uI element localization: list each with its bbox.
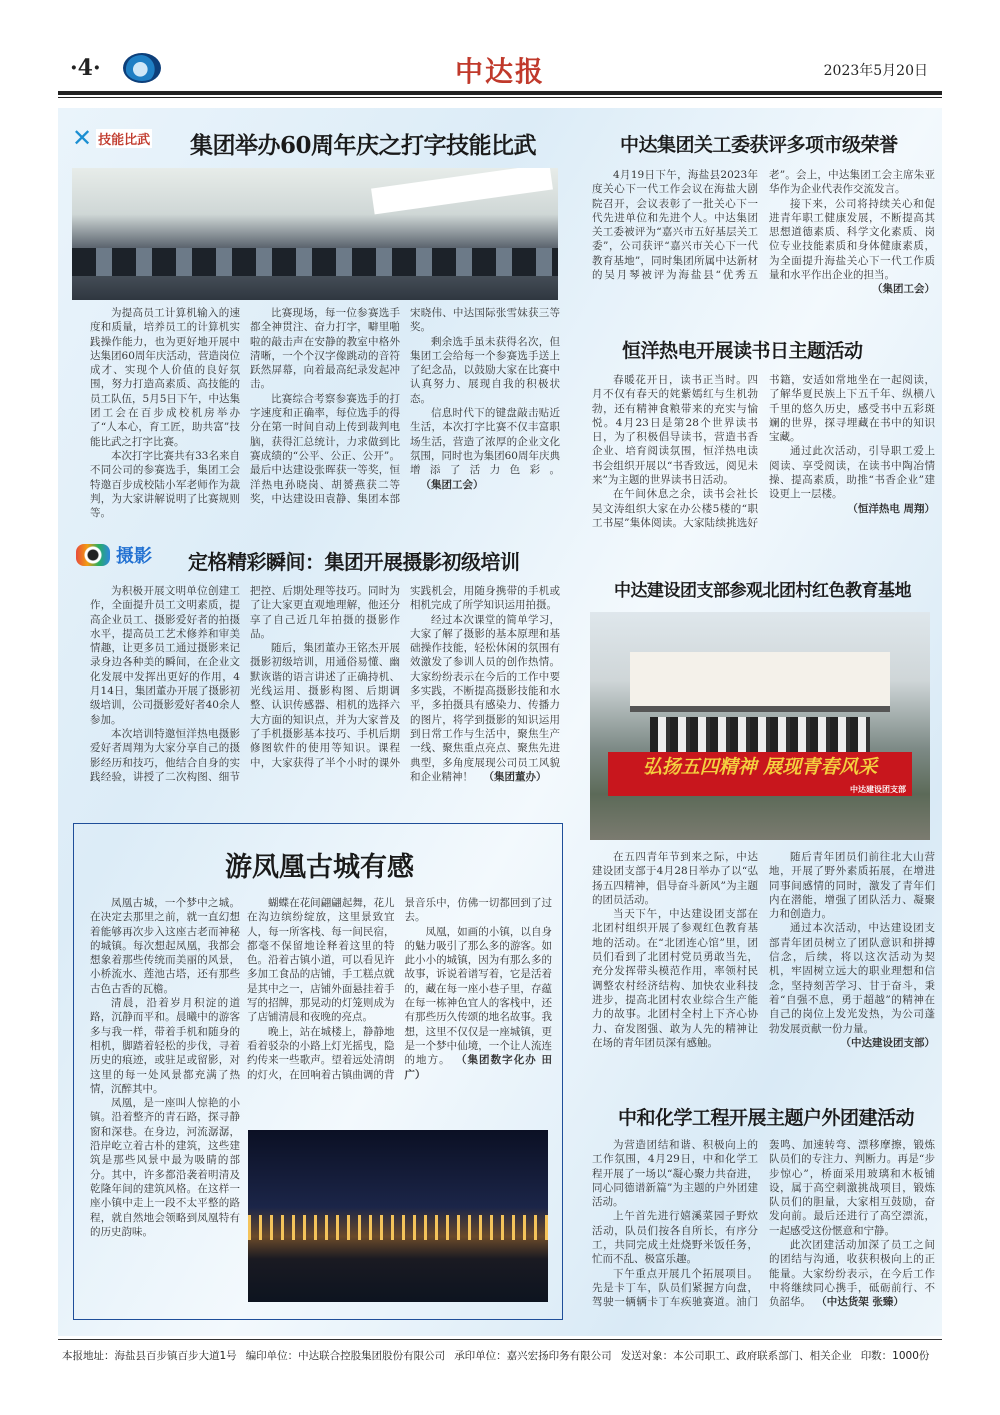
article-title: 中和化学工程开展主题户外团建活动 xyxy=(618,1107,915,1129)
footer-rule xyxy=(58,1339,942,1340)
paragraph: 在五四青年节到来之际，中达建设团支部于4月28日举办了以“弘扬五四精神，倡导奋斗新风”为主题的团员活动。 xyxy=(592,851,758,906)
paragraph: 上午首先进行嬉溪菜园子野炊活动，队员们按各自所长，有序分工，共同完成土灶烧野米饭任务，忙而不乱、极富乐趣。 xyxy=(592,1210,758,1266)
article-body-col2 xyxy=(247,896,552,1082)
article-body xyxy=(592,1138,935,1310)
article-title: 中达建设团支部参观北团村红色教育基地 xyxy=(614,581,911,601)
masthead: 中达报 xyxy=(454,55,545,88)
paragraph xyxy=(410,406,560,492)
paragraph: 通过此次活动，引导职工爱上阅读、享受阅读，在读书中陶冶情操、提高素质，助推“书香企业”建设更上一层楼。 xyxy=(769,445,935,501)
column-tag-skills xyxy=(72,124,152,152)
paragraph: 接下来，公司将持续关心和促进青年职工健康发展，不断提高其思想道德素质、科学文化素质、岗位专业技能素质和身体健康素质，为全面提升海盐关心下一代工作质量和水平作出企业的担当。 xyxy=(769,197,935,282)
footer-editor: 编印单位：中达联合控股集团股份有限公司 xyxy=(245,1350,446,1362)
camera-icon xyxy=(76,544,110,566)
byline: （集团工会） xyxy=(420,478,484,491)
photo-banner-decor xyxy=(371,168,553,214)
paragraph: 为积极开展文明单位创建工作，全面提升员工文明素质，提高企业员工、摄影爱好者的拍摄水平，提高员工艺术修养和审美情趣，让更多员工通过摄影来记录身边各种美的瞬间，在企业文化发展中发挥出更好的作用，4月14日，集团董办开展了摄影初级培训，公司摄影爱好者40余人参加。 xyxy=(90,585,240,726)
footer xyxy=(62,1348,938,1363)
article-body xyxy=(90,306,560,520)
paragraph-text: 信息时代下的键盘敲击贴近生活，本次打字比赛不仅丰富职场生活，营造了浓厚的企业文化氛围，同时也为集团60周年庆典增添了活力色彩。 xyxy=(410,407,560,477)
paragraph: 为提高员工计算机输入的速度和质量，培养员工的计算机实践操作能力，也为更好地开展中达集团60周年庆活动，营造岗位成才、实现个人价值的良好氛围，努力打造高素质、高技能的员工队伍，5月5日下午，中达集团工会在百步成校机房举办了“人本心，育工匠，助共富”技能比武之打字比赛。 xyxy=(90,307,240,448)
article-title: 游凤凰古城有感 xyxy=(225,852,414,883)
paragraph: 比赛现场，每一位参赛选手都全神贯注、奋力打字，噼里啪啦的敲击声在安静的教室中格外清晰，一个个汉字像跳动的音符跃然屏幕，向着最高纪录发起冲击。 xyxy=(250,307,400,391)
group-photo xyxy=(590,612,930,840)
paragraph: 本次打字比赛共有33名来自不同公司的参赛选手，集团工会特邀百步成校陆小军老师作为裁判，为大家讲解说明了比赛规则等。 xyxy=(90,449,240,520)
paragraph: 蝴蝶在花间翩翩起舞，花儿在沟边缤纷绽放，这里景致宜人，每一所客栈、每一间民宿，都毫不保留地诠释着这里的特色。沿着古镇小道，可以看见许多加工食品的店铺，手工糕点就是其中之一，店铺外面悬挂着手写的招牌，那晃动的灯笼则成为了店铺清晨和夜晚的亮点。 xyxy=(247,897,395,1024)
banner-text: 弘扬五四精神 展现青春风采 xyxy=(642,756,878,778)
paragraph xyxy=(405,925,553,1082)
typing-contest-photo xyxy=(72,168,558,300)
paragraph: 本次培训特邀恒洋热电摄影爱好者周翔为大家分享自己的摄影经历和技巧，他结合自身的实践经验，讲授了二次构图、细节把控、后期处理等技巧。同时为了让大家更直观地理解，他还分享了自己近几年拍摄的摄影作品。 xyxy=(90,585,400,783)
header-rule-thin xyxy=(58,97,942,98)
computer-row xyxy=(72,248,558,276)
paragraph: 凤凰古城，一个梦中之城。在决定去那里之前，就一直幻想着能够再次步入这座古老而神秘的城镇。每次想起凤凰，我都会想象着那些传统而美丽的风景，小桥流水、莲池古塔，还有那些古色古香的瓦檐。 xyxy=(90,897,240,995)
paragraph: 随后青年团员们前往北大山营地，开展了野外素质拓展，在增进同事间感情的同时，激发了青年们内在潜能，增强了团队活力、凝聚力和创造力。 xyxy=(769,851,935,921)
paragraph: 剩余选手虽未获得名次，但集团工会给每一个参赛选手送上了纪念品，以鼓励大家在比赛中认真努力、展现自我的积极状态。 xyxy=(410,335,560,405)
byline: （恒洋热电 周翔） xyxy=(847,502,935,515)
paragraph: 通过本次活动，中达建设团支部青年团员树立了团队意识和拼搏信念，后续，将以这次活动为契机，牢固树立远大的职业理想和信念，坚持刻苦学习、甘于奋斗，秉着“自强不息，勇于超越”的精神在自己的岗位上发光发热，为公司蓬勃发展贡献一份力量。 xyxy=(769,922,935,1035)
town-lights xyxy=(248,1215,548,1240)
article-body xyxy=(90,584,560,784)
column-label: 摄影 xyxy=(116,546,152,567)
building xyxy=(630,652,890,712)
wrench-hammer-icon: ✕ xyxy=(72,124,93,152)
page-number: ·4· xyxy=(70,55,101,81)
article-title: 中达集团关工委获评多项市级荣誉 xyxy=(620,134,898,156)
issue-date: 2023年5月20日 xyxy=(823,63,928,79)
paragraph: 春暖花开日，读书正当时。四月不仅有春天的姹紫嫣红与生机勃勃，还有精神食粮带来的充实与愉悦。4月23日是第28个世界读书日，为了积极倡导读书，营造书香企业、培育阅读氛围，恒洋热电读书会组织开展以“书香致远，阅见未来”为主题的世界读书日活动。 xyxy=(592,374,758,487)
article-body xyxy=(592,373,935,530)
paragraph: 凤凰，是一座叫人惊艳的小镇。沿着整齐的青石路，探寻静窗和深巷。在身边，河流潺潺，沿岸屹立着古朴的建筑，这些建筑是那些风景中最为吸睛的部分。其中，许多都沿袭着明清及乾隆年间的建筑风格。在这样一座小镇中走上一段不太平整的路程，就自然地会领略到凤凰特有的历史韵味。 xyxy=(90,1097,240,1238)
footer-print-count: 印数：1000份 xyxy=(860,1350,930,1362)
paragraph: 比赛综合考察参赛选手的打字速度和正确率，每位选手的得分在第一时间自动上传到裁判电脑，获得汇总统计，力求做到比赛成绩的“公平、公正、公开”。最后中达建设张晖获一等奖，恒洋热电孙晓岗、胡赟燕获二等奖，中达建设田袁静、集团本部宋晓伟、中达国际张雪妹获三等奖。 xyxy=(250,307,560,505)
article-title: 恒洋热电开展读书日主题活动 xyxy=(622,340,863,362)
byline: （中达建设团支部） xyxy=(840,1036,935,1049)
column-label: 技能比武 xyxy=(96,129,152,148)
paragraph: 下午重点开展几个拓展项目。先是卡丁车，队员们紧握方向盘，驾驶一辆辆卡丁车疾驰赛道。油门轰鸣、加速转弯、漂移摩擦，锻炼队员们的专注力、判断力。再是“步步惊心”，桥面采用玻璃和木板铺设，属于高空刺激挑战项目，锻炼队员们的胆量，大家相互鼓励，奋发向前。最后还进行了高空漂流，一起感受这份惬意和宁静。 xyxy=(592,1139,935,1309)
article-title: 集团举办60周年庆之打字技能比武 xyxy=(190,132,537,159)
paragraph: 晚上，站在城楼上，静静地看着驳杂的小路上灯光摇曳，隐约传来一些歌声。望着远处清朗的灯火，在回响着古镇曲调的背景音乐中，仿佛一切都回到了过去。 xyxy=(247,897,552,1081)
paragraph xyxy=(769,1238,935,1309)
header-rule xyxy=(58,91,942,95)
group-people xyxy=(650,717,870,757)
article-body xyxy=(592,850,935,1050)
article-body-col1 xyxy=(90,896,240,1239)
byline: （集团董办） xyxy=(483,770,547,783)
paragraph: 为营造团结和谐、积极向上的工作氛围，4月29日，中和化学工程开展了一场以“凝心聚力共奋进，同心同德谱新篇”为主题的户外团建活动。 xyxy=(592,1139,758,1209)
footer-recipients: 发送对象：本公司职工、政府联系部门、相关企业 xyxy=(620,1350,852,1362)
article-title: 定格精彩瞬间：集团开展摄影初级培训 xyxy=(188,550,520,574)
column-tag-photography xyxy=(76,542,154,568)
byline: （集团工会） xyxy=(872,283,935,296)
paragraph-text: 此次团建活动加深了员工之间的团结与沟通，收获积极向上的正能量。大家纷纷表示，在今后工作中将继续同心携手，砥砺前行、不负韶华。 xyxy=(769,1239,935,1309)
photo-banner xyxy=(608,752,912,796)
paragraph: 在午间休息之余，读书会社长吴文涛组织大家在办公楼5楼的“职工书屋”集体阅读。大家陆续挑选好书籍，安适如常地坐在一起阅读，了解华夏民族上下五千年、纵横八千里的悠久历史，感受书中五彩斑斓的世界，探寻埋藏在书中的知识宝藏。 xyxy=(592,374,935,529)
paragraph xyxy=(410,613,560,785)
banner-subtext: 中达建设团支部 xyxy=(850,784,906,794)
company-logo xyxy=(123,53,161,83)
paragraph: 清晨，沿着岁月积淀的道路，沉静而平和。晨曦中的游客多与我一样，带着手机和随身的相机，脚踏着轻松的步伐，寻着历史的痕迹，或驻足或留影，对这里的每一处风景都充满了热情，沉醉其中。 xyxy=(90,997,240,1095)
byline: （集团数字化办 田广） xyxy=(404,1054,553,1081)
paragraph-text: 凤凰，如画的小镇，以自身的魅力吸引了那么多的游客。如此小小的城镇，因为有那么多的故事，诉说着谱写着，它是活着的，藏在每一座小巷子里，存蕴在每一栋神色宜人的客栈中，还有那些历久传颂的地名故事。我想，这里不仅仅是一座城镇，更是一个梦中仙境，一个让人流连的地方。 xyxy=(404,925,552,1067)
byline: （中达货架 张臻） xyxy=(821,1296,904,1309)
footer-printer: 承印单位：嘉兴宏扬印务有限公司 xyxy=(454,1350,612,1362)
paragraph: 4月19日下午，海盐县2023年度关心下一代工作会议在海盐大剧院召开，会议表彰了一批关心下一代先进单位和先进个人。中达集团关工委被评为“嘉兴市五好基层关工委”，公司获评“嘉兴市关心下一代教育基地”，同时集团所属中达新材的吴月琴被评为海盐县“优秀五老”。会上，中达集团工会主席朱亚华作为企业代表作交流发言。 xyxy=(592,169,935,282)
night-town-photo xyxy=(248,1130,548,1302)
article-body xyxy=(592,168,935,297)
footer-address: 本报地址：海盐县百步镇百步大道1号 xyxy=(62,1350,237,1362)
paragraph: 随后，集团董办王铭杰开展摄影初级培训，用通俗易懂、幽默诙谐的语言讲述了正确持机、光线运用、摄影构图、后期调整、认识传感器、相机的选择六大方面的知识点，并为大家普及了手机摄影基本技巧、手机后期修图软件的使用等知识。课程中，大家获得了半个小时的课外实践机会，用随身携带的手机或相机完成了所学知识运用拍摄。 xyxy=(250,585,560,769)
paragraph: 当天下午，中达建设团支部在北团村组织开展了参观红色教育基地的活动。在“北团连心馆”里，团员们看到了北团村党员勇敢当先，充分发挥带头模范作用，率领村民调整农村经济结构、加快农业科技进步，提高北团村农业综合生产能力的故事。北团村全村上下齐心协力、奋发图强、敢为人先的精神让在场的青年团员深有感触。 xyxy=(592,908,758,1049)
paragraph-text: 经过本次课堂的简单学习，大家了解了摄影的基本原理和基础操作技能，轻松休闲的氛围有效激发了参训人员的创作热情。大家纷纷表示在今后的工作中要多实践，不断提高摄影技能和水平，多拍摄具有感染力、传播力的图片，将学到摄影的知识运用到日常工作与生活中，聚焦生产一线、聚焦重点亮点、聚焦先进典型，多角度展现公司员工风貌和企业精神！ xyxy=(410,613,560,783)
